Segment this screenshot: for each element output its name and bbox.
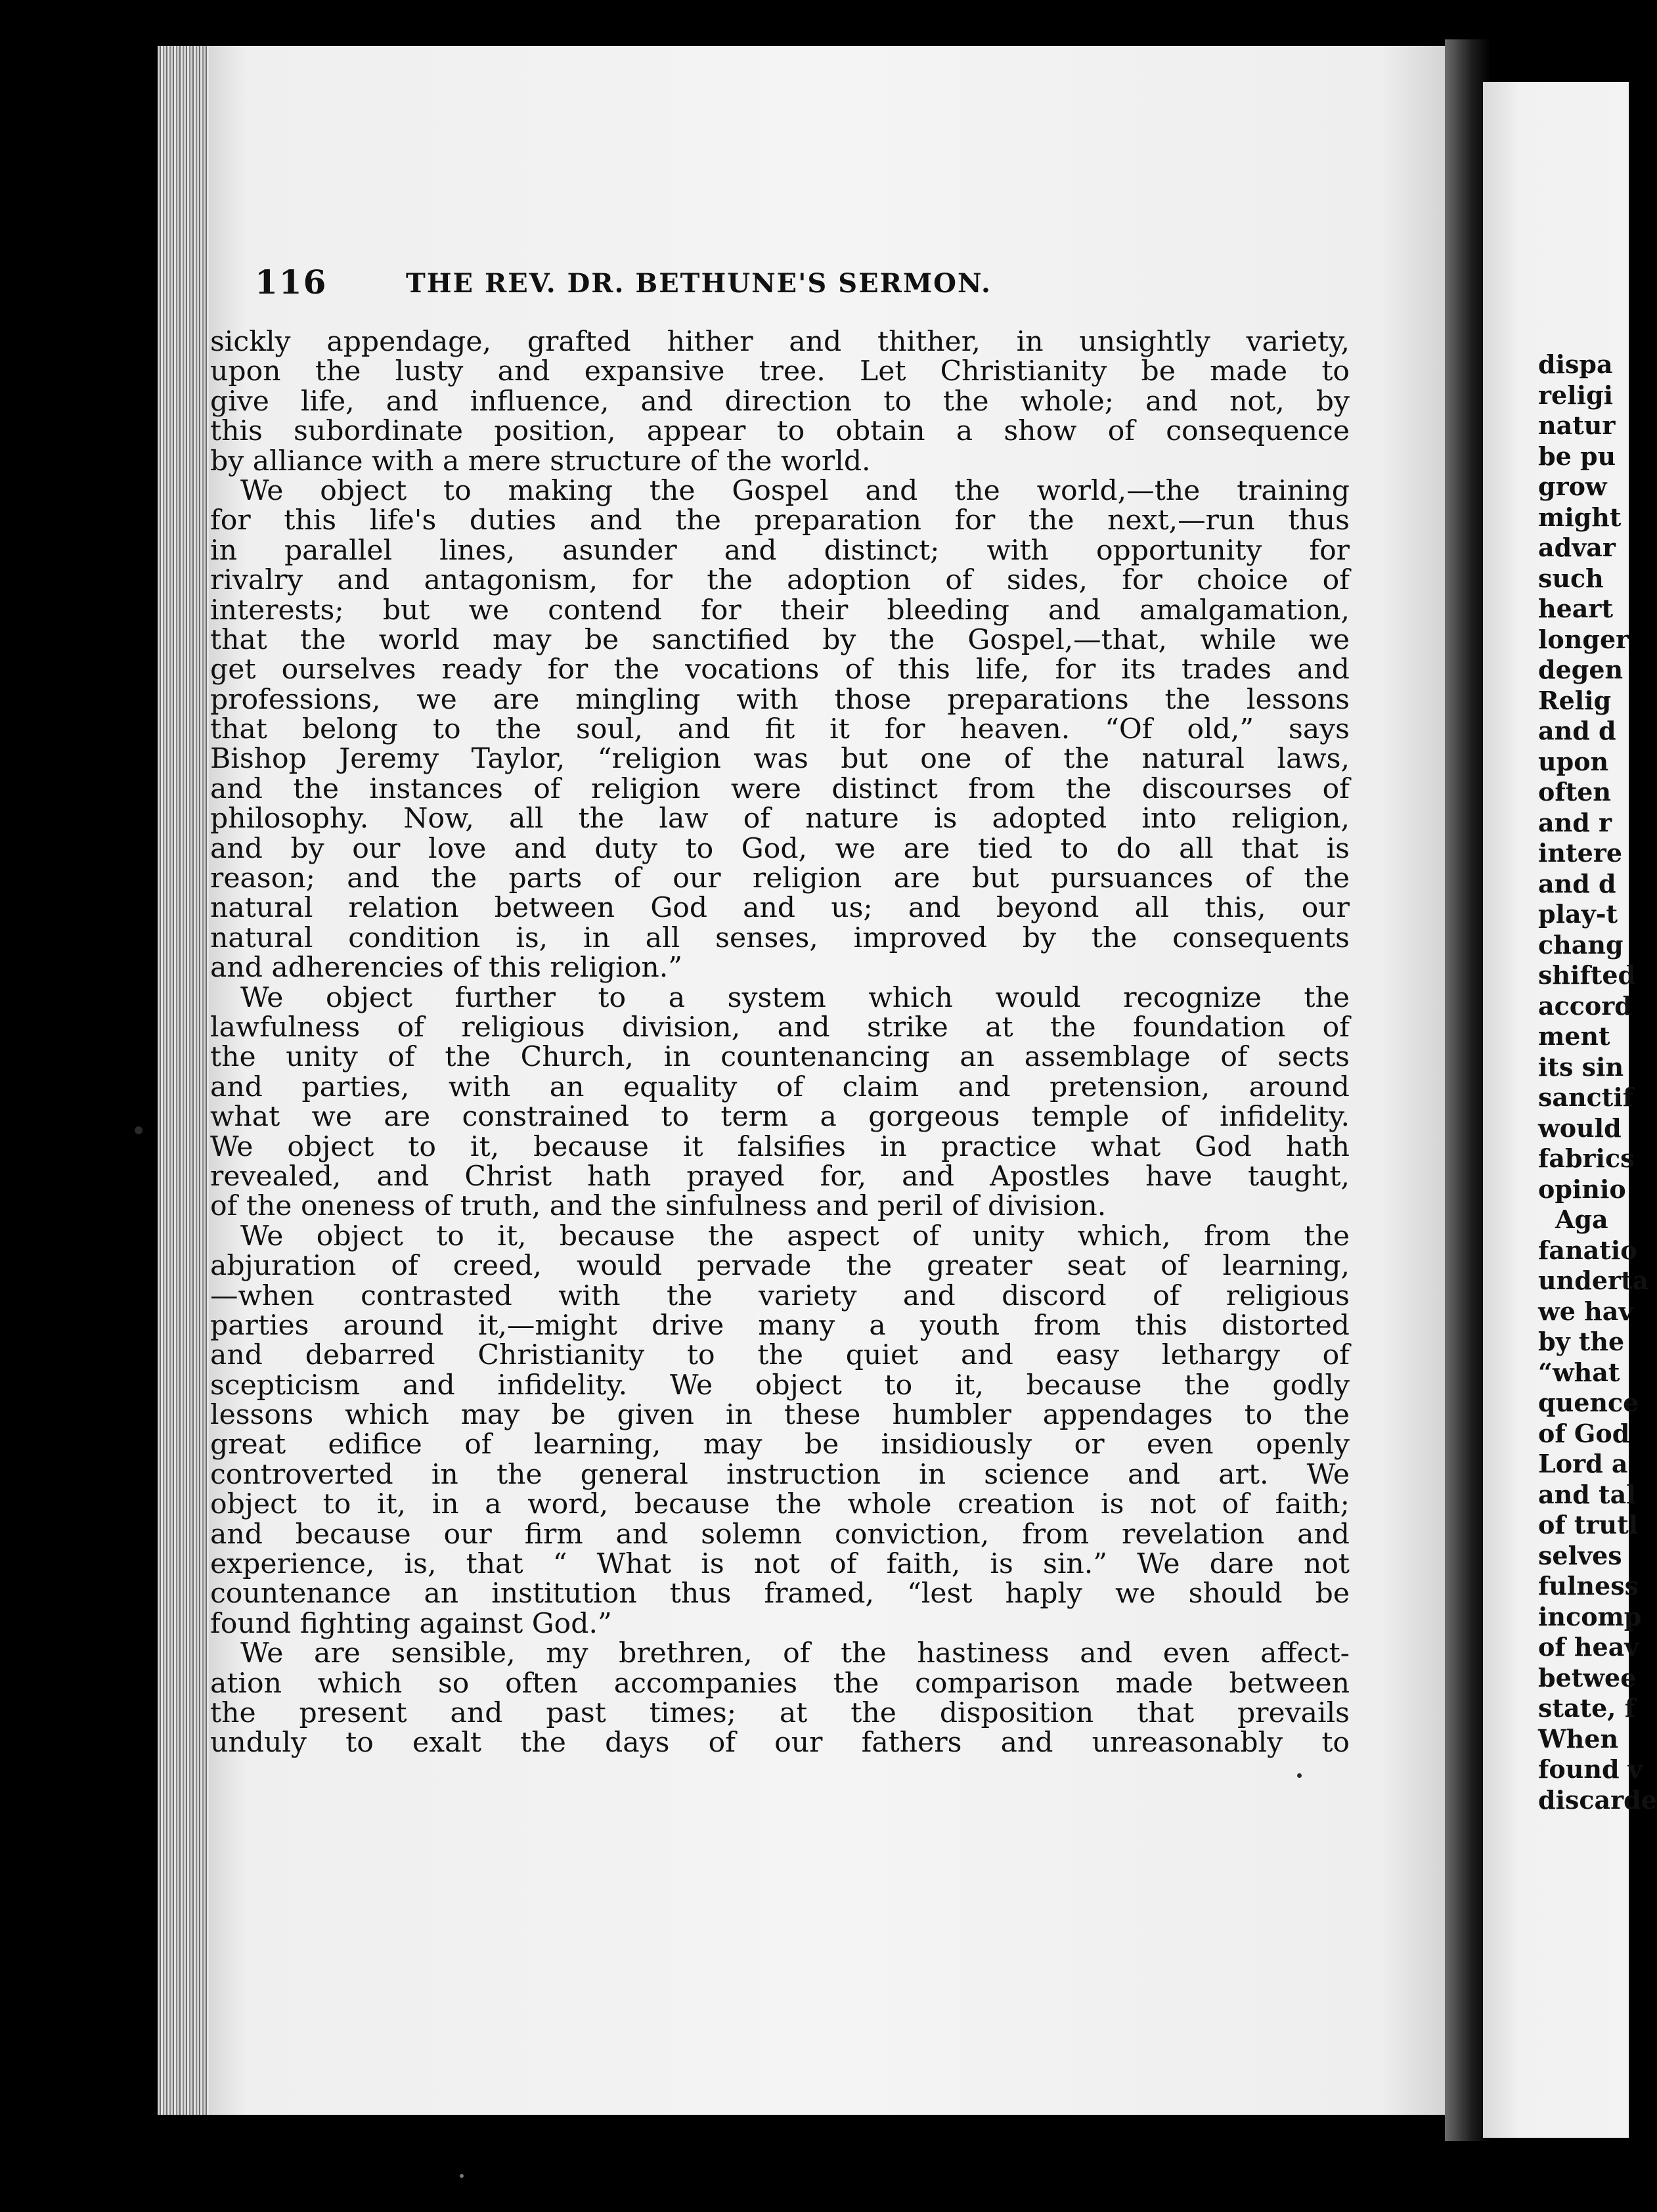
facing-text-line: upon xyxy=(1538,746,1609,776)
facing-text-line: often xyxy=(1538,777,1612,807)
facing-text-line: state, f xyxy=(1538,1693,1636,1723)
facing-text-line: of trutl xyxy=(1538,1510,1639,1539)
text-line: that the world may be sanctified by the Gospel,—that, while we xyxy=(210,623,1350,656)
facing-text-line: Relig xyxy=(1538,685,1612,715)
facing-text-line: Lord a xyxy=(1538,1449,1628,1478)
text-line: in parallel lines, asunder and distinct; with opportunity for xyxy=(210,534,1350,567)
facing-text-line: of heav xyxy=(1538,1632,1639,1662)
text-line: the unity of the Church, in countenancing an assemblage of sects xyxy=(210,1041,1350,1074)
facing-text-line: fanatio xyxy=(1538,1235,1637,1265)
page-number: 116 xyxy=(255,263,328,301)
text-line: great edifice of learning, may be insidiously or even openly xyxy=(210,1428,1350,1461)
facing-text-line: accord xyxy=(1538,990,1632,1021)
facing-text-line: and tal xyxy=(1538,1479,1636,1509)
text-line: object to it, in a word, because the whole creation is not of faith; xyxy=(210,1488,1350,1521)
text-line: get ourselves ready for the vocations of this life, for its trades and xyxy=(210,653,1350,686)
facing-text-line: dispa xyxy=(1538,349,1613,379)
facing-page-text xyxy=(1538,349,1657,1815)
text-line: revealed, and Christ hath prayed for, and Apostles have taught, xyxy=(210,1160,1350,1193)
facing-text-line: When xyxy=(1538,1723,1619,1754)
text-line: and the instances of religion were distinct from the discourses of xyxy=(210,772,1350,805)
text-line: that belong to the soul, and fit it for heaven. “Of old,” says xyxy=(210,713,1350,746)
text-line: by alliance with a mere structure of the world. xyxy=(210,445,871,477)
facing-text-line: incomp xyxy=(1538,1601,1642,1631)
text-line: abjuration of creed, would pervade the greater seat of learning, xyxy=(210,1250,1350,1283)
facing-text-line: quence xyxy=(1538,1388,1639,1417)
text-line: lessons which may be given in these humbler appendages to the xyxy=(210,1399,1350,1432)
text-line: the present and past times; at the disposition that prevails xyxy=(210,1696,1350,1729)
sermon-body-text xyxy=(210,327,1350,1758)
text-line: We are sensible, my brethren, of the hastiness and even affect- xyxy=(240,1637,1350,1670)
facing-text-line: of God xyxy=(1538,1418,1630,1448)
facing-text-line: grow xyxy=(1538,472,1607,501)
text-line: rivalry and antagonism, for the adoption of sides, for choice of xyxy=(210,564,1350,597)
facing-text-line: advar xyxy=(1538,533,1616,562)
facing-text-line: intere xyxy=(1538,838,1622,868)
text-line: We object to making the Gospel and the world,—the training xyxy=(240,474,1350,507)
facing-text-line: and r xyxy=(1538,807,1612,837)
facing-text-line: its sin xyxy=(1538,1051,1624,1082)
facing-text-line: longer xyxy=(1538,624,1629,654)
text-line: We object further to a system which would recognize the xyxy=(240,981,1350,1014)
text-line: controverted in the general instruction in science and art. We xyxy=(210,1458,1350,1491)
facing-text-line: might xyxy=(1538,502,1622,532)
facing-text-line: Aga xyxy=(1555,1205,1608,1234)
text-line: and because our firm and solemn conviction, from revelation and xyxy=(210,1518,1350,1551)
text-line: interests; but we contend for their bleeding and amalgamation, xyxy=(210,594,1350,627)
facing-text-line: natur xyxy=(1538,410,1616,440)
text-line: countenance an institution thus framed, “lest haply we should be xyxy=(210,1578,1350,1610)
text-line: natural relation between God and us; and beyond all this, our xyxy=(210,892,1350,925)
text-line: unduly to exalt the days of our fathers and unreasonably to xyxy=(210,1727,1350,1759)
facing-text-line: we hav xyxy=(1538,1296,1633,1326)
facing-text-line: sanctif xyxy=(1538,1082,1634,1112)
facing-text-line: such xyxy=(1538,563,1604,593)
text-line: give life, and influence, and direction to the whole; and not, by xyxy=(210,385,1350,418)
facing-text-line: ment xyxy=(1538,1021,1610,1051)
page-edges xyxy=(158,46,217,2115)
facing-text-line: opinio xyxy=(1538,1174,1626,1204)
text-line: —when contrasted with the variety and discord of religious xyxy=(210,1279,1350,1312)
facing-text-line: and d xyxy=(1538,868,1616,898)
text-line: and by our love and duty to God, we are tied to do all that is xyxy=(210,832,1350,865)
text-line: natural condition is, in all senses, improved by the consequents xyxy=(210,921,1350,954)
facing-text-line: religi xyxy=(1538,380,1614,410)
facing-text-line: underta xyxy=(1538,1266,1649,1295)
scan-speck xyxy=(1297,1773,1302,1778)
text-line: for this life's duties and the preparation for the next,—run thus xyxy=(210,504,1350,537)
text-line: and parties, with an equality of claim and pretension, around xyxy=(210,1071,1350,1103)
facing-text-line: “what xyxy=(1538,1357,1620,1387)
facing-text-line: found v xyxy=(1538,1754,1643,1784)
facing-text-line: chang xyxy=(1538,929,1624,960)
text-line: Bishop Jeremy Taylor, “religion was but one of the natural laws, xyxy=(210,743,1350,776)
text-line: parties around it,—might drive many a youth from this distorted xyxy=(210,1309,1350,1342)
facing-text-line: play-t xyxy=(1538,899,1618,929)
facing-text-line: discarde xyxy=(1538,1784,1657,1815)
facing-text-line: fulness xyxy=(1538,1571,1639,1601)
text-line: We object to it, because the aspect of unity which, from the xyxy=(240,1220,1350,1252)
facing-text-line: heart xyxy=(1538,594,1613,623)
facing-text-line: shifted xyxy=(1538,960,1636,990)
facing-text-line: fabrics xyxy=(1538,1143,1635,1173)
text-line: of the oneness of truth, and the sinfulness and peril of division. xyxy=(210,1190,1107,1223)
facing-text-line: betwee xyxy=(1538,1662,1637,1692)
facing-text-line: would xyxy=(1538,1113,1622,1143)
text-line: and debarred Christianity to the quiet and easy lethargy of xyxy=(210,1339,1350,1372)
text-line: and adherencies of this religion.” xyxy=(210,952,683,984)
text-line: found fighting against God.” xyxy=(210,1607,612,1640)
scan-speck xyxy=(135,1126,143,1134)
facing-text-line: and d xyxy=(1538,716,1616,745)
facing-text-line: degen xyxy=(1538,655,1624,684)
scan-speck xyxy=(460,2174,464,2178)
text-line: experience, is, that “ What is not of faith, is sin.” We dare not xyxy=(210,1548,1350,1581)
running-header xyxy=(255,263,1227,309)
text-line: ation which so often accompanies the comparison made between xyxy=(210,1667,1350,1700)
running-title: THE REV. DR. BETHUNE'S SERMON. xyxy=(406,268,992,299)
text-line: lawfulness of religious division, and strike at the foundation of xyxy=(210,1011,1350,1044)
text-line: professions, we are mingling with those preparations the lessons xyxy=(210,683,1350,716)
text-line: We object to it, because it falsifies in practice what God hath xyxy=(210,1130,1350,1163)
text-line: sickly appendage, grafted hither and thither, in unsightly variety, xyxy=(210,326,1350,358)
text-line: philosophy. Now, all the law of nature is adopted into religion, xyxy=(210,803,1350,835)
text-line: upon the lusty and expansive tree. Let Christianity be made to xyxy=(210,355,1350,388)
facing-text-line: be pu xyxy=(1538,441,1616,471)
text-line: what we are constrained to term a gorgeous temple of infidelity. xyxy=(210,1101,1350,1134)
text-line: reason; and the parts of our religion are but pursuances of the xyxy=(210,862,1350,895)
text-line: this subordinate position, appear to obtain a show of consequence xyxy=(210,415,1350,448)
facing-text-line: selves xyxy=(1538,1540,1622,1570)
text-line: scepticism and infidelity. We object to it, because the godly xyxy=(210,1369,1350,1402)
facing-text-line: by the xyxy=(1538,1327,1625,1356)
